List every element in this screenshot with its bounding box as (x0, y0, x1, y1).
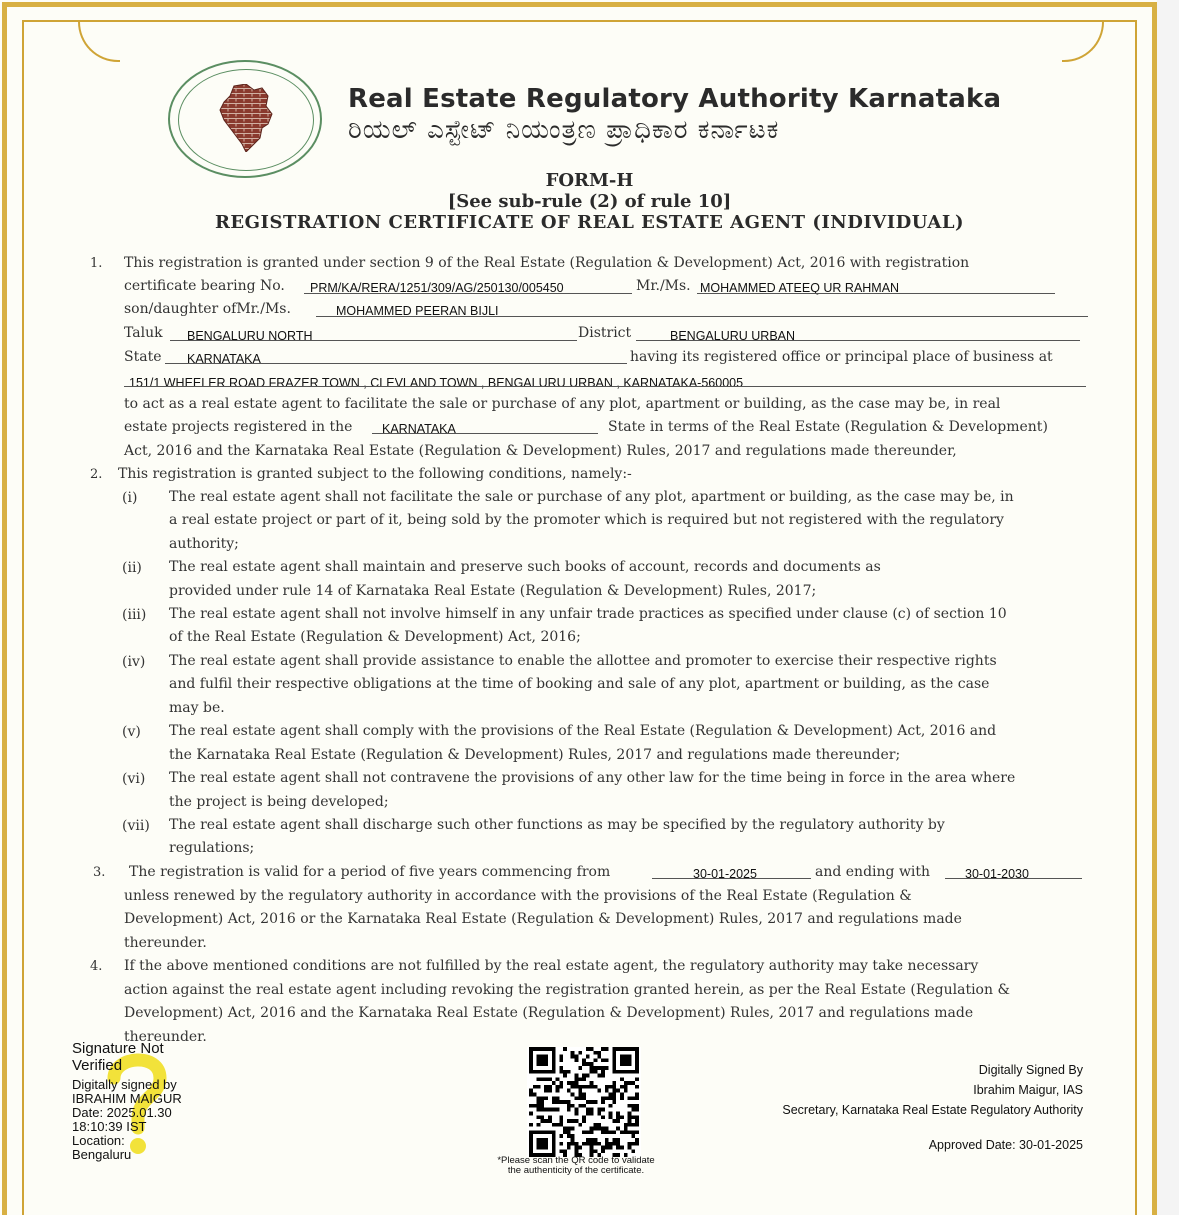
authority-title-english: Real Estate Regulatory Authority Karnataka (348, 84, 1002, 114)
valid-to-date: 30-01-2030 (965, 867, 1029, 881)
clause-number: 3. (93, 865, 106, 880)
condition-number: (ii) (122, 560, 142, 576)
qr-instruction-line: the authenticity of the certificate. (507, 1165, 645, 1176)
condition-text: The real estate agent shall not contravene the provisions of any other law for the time being in force in the area where (169, 770, 1016, 786)
clause-text: Act, 2016 and the Karnataka Real Estate (Regulation & Development) Rules, 2017 and regulations made thereunder, (124, 443, 957, 459)
signature-location: Bengaluru (72, 1147, 132, 1162)
clause-text: and ending with (815, 864, 931, 880)
signatory-designation: Secretary, Karnataka Real Estate Regulatory Authority (782, 1103, 1083, 1117)
registration-number-value: PRM/KA/RERA/1251/309/AG/250130/005450 (310, 281, 564, 295)
office-address-value: 151/1 WHEELER ROAD FRAZER TOWN , CLEVLAND TOWN , BENGALURU URBAN , KARNATAKA-560005 (129, 376, 744, 390)
condition-number: (iii) (122, 607, 147, 623)
field-label: District (578, 325, 632, 341)
condition-text: of the Real Estate (Regulation & Development) Act, 2016; (169, 629, 581, 645)
signer-name: IBRAHIM MAIGUR (72, 1091, 182, 1106)
clause-text: Development) Act, 2016 or the Karnataka Real Estate (Regulation & Development) Rules, 2017 and regulations made (124, 911, 962, 927)
condition-number: (i) (122, 490, 138, 506)
field-underline (372, 433, 598, 434)
field-label: certificate bearing No. (124, 278, 285, 294)
parent-name-value: MOHAMMED PEERAN BIJLI (336, 304, 499, 318)
field-underline (316, 316, 1088, 317)
clause-text: Development) Act, 2016 and the Karnataka Real Estate (Regulation & Development) Rules, 2017 and regulations made (124, 1005, 974, 1021)
clause-text: This registration is granted subject to the following conditions, namely:- (118, 466, 632, 482)
signature-status: Verified (72, 1057, 123, 1074)
condition-text: The real estate agent shall not involve himself in any unfair trade practices as specified under clause (c) of section 10 (169, 606, 1007, 622)
clause-text: This registration is granted under section 9 of the Real Estate (Regulation & Development) Act, 2016 with registration (124, 255, 970, 271)
condition-number: (vi) (122, 771, 146, 787)
digital-signature-block (72, 1040, 182, 1162)
signed-by-label: Digitally Signed By (978, 1063, 1083, 1077)
field-label: Mr./Ms. (636, 278, 691, 294)
condition-text: a real estate project or part of it, being sold by the promoter which is required but not registered with the regulatory (169, 512, 1004, 528)
qr-instruction-line: *Please scan the QR code to validate (497, 1155, 655, 1166)
field-label: son/daughter ofMr./Ms. (124, 301, 291, 317)
clause-text: thereunder. (124, 1029, 207, 1045)
condition-text: The real estate agent shall not facilitate the sale or purchase of any plot, apartment or building, as the case may be, in (169, 489, 1014, 505)
field-label: State (124, 349, 162, 365)
signatory-name: Ibrahim Maigur, IAS (973, 1083, 1083, 1097)
authority-title-kannada: ರಿಯಲ್ ಎಸ್ಟೇಟ್ ನಿಯಂತ್ರಣ ಪ್ರಾಧಿಕಾರ ಕರ್ನಾಟಕ (348, 115, 780, 145)
condition-text: authority; (169, 536, 239, 552)
signature-time: 18:10:39 IST (72, 1119, 147, 1134)
field-underline (636, 340, 1080, 341)
clause-text: estate projects registered in the (124, 419, 353, 435)
certificate-heading: REGISTRATION CERTIFICATE OF REAL ESTATE AGENT (INDIVIDUAL) (214, 212, 965, 233)
clause-text: If the above mentioned conditions are not fulfilled by the real estate agent, the regulatory authority may take necessary (124, 958, 979, 974)
rera-seal-logo (168, 60, 322, 178)
signer-line: Digitally signed by (72, 1077, 177, 1092)
condition-text: the Karnataka Real Estate (Regulation & Development) Rules, 2017 and regulations made thereunder; (169, 747, 901, 763)
field-underline (697, 293, 1055, 294)
form-rule-reference: [See sub-rule (2) of rule 10] (447, 191, 732, 212)
approved-date: Approved Date: 30-01-2025 (928, 1138, 1083, 1152)
clause-number: 4. (90, 959, 103, 974)
clause-text: action against the real estate agent including revoking the registration granted herein, as per the Real Estate (Regulation & (124, 982, 1010, 998)
field-underline (170, 340, 577, 341)
clause-number: 1. (90, 256, 103, 271)
valid-from-date: 30-01-2025 (693, 867, 757, 881)
condition-text: The real estate agent shall maintain and preserve such books of account, records and documents as (169, 559, 881, 575)
condition-number: (iv) (122, 654, 146, 670)
condition-text: The real estate agent shall provide assistance to enable the allottee and promoter to exercise their respective rights (169, 653, 997, 669)
clause-text: The registration is valid for a period of five years commencing from (129, 864, 611, 880)
karnataka-map-icon (216, 84, 274, 152)
authority-signature-block (782, 1060, 1083, 1120)
condition-text: The real estate agent shall discharge such other functions as may be specified by the regulatory authority by (169, 817, 945, 833)
signature-date: Date: 2025.01.30 (72, 1105, 172, 1120)
projects-state-value: KARNATAKA (382, 422, 456, 436)
qr-instruction (470, 1156, 682, 1176)
field-underline (945, 878, 1082, 879)
condition-text: and fulfil their respective obligations at the time of booking and sale of any plot, apartment or building, as the case (169, 676, 990, 692)
clause-text: unless renewed by the regulatory authority in accordance with the provisions of the Real Estate (Regulation & (124, 888, 912, 904)
qr-code[interactable] (527, 1047, 641, 1157)
agent-name-value: MOHAMMED ATEEQ UR RAHMAN (700, 281, 900, 295)
condition-text: the project is being developed; (169, 794, 389, 810)
condition-text: regulations; (169, 840, 255, 856)
field-underline (304, 293, 632, 294)
clause-text: thereunder. (124, 935, 207, 951)
field-label: Taluk (124, 325, 163, 341)
form-name: FORM-H (545, 170, 634, 191)
clause-text: having its registered office or principal place of business at (630, 349, 1053, 365)
condition-number: (v) (122, 724, 141, 740)
taluk-value: BENGALURU NORTH (187, 329, 313, 343)
district-value: BENGALURU URBAN (670, 329, 796, 343)
condition-text: provided under rule 14 of Karnataka Real Estate (Regulation & Development) Rules, 2017; (169, 583, 817, 599)
signature-location-label: Location: (72, 1133, 125, 1148)
signature-status: Signature Not (72, 1040, 164, 1057)
condition-text: may be. (169, 700, 225, 716)
state-value: KARNATAKA (187, 352, 261, 366)
clause-number: 2. (90, 467, 103, 482)
clause-text: State in terms of the Real Estate (Regulation & Development) (608, 419, 1048, 435)
field-underline (652, 878, 811, 879)
condition-number: (vii) (122, 818, 150, 834)
condition-text: The real estate agent shall comply with the provisions of the Real Estate (Regulation & Development) Act, 2016 and (169, 723, 997, 739)
field-underline (165, 363, 627, 364)
field-underline (124, 386, 1086, 387)
clause-text: to act as a real estate agent to facilitate the sale or purchase of any plot, apartment or building, as the case may be, in real (124, 396, 1001, 412)
